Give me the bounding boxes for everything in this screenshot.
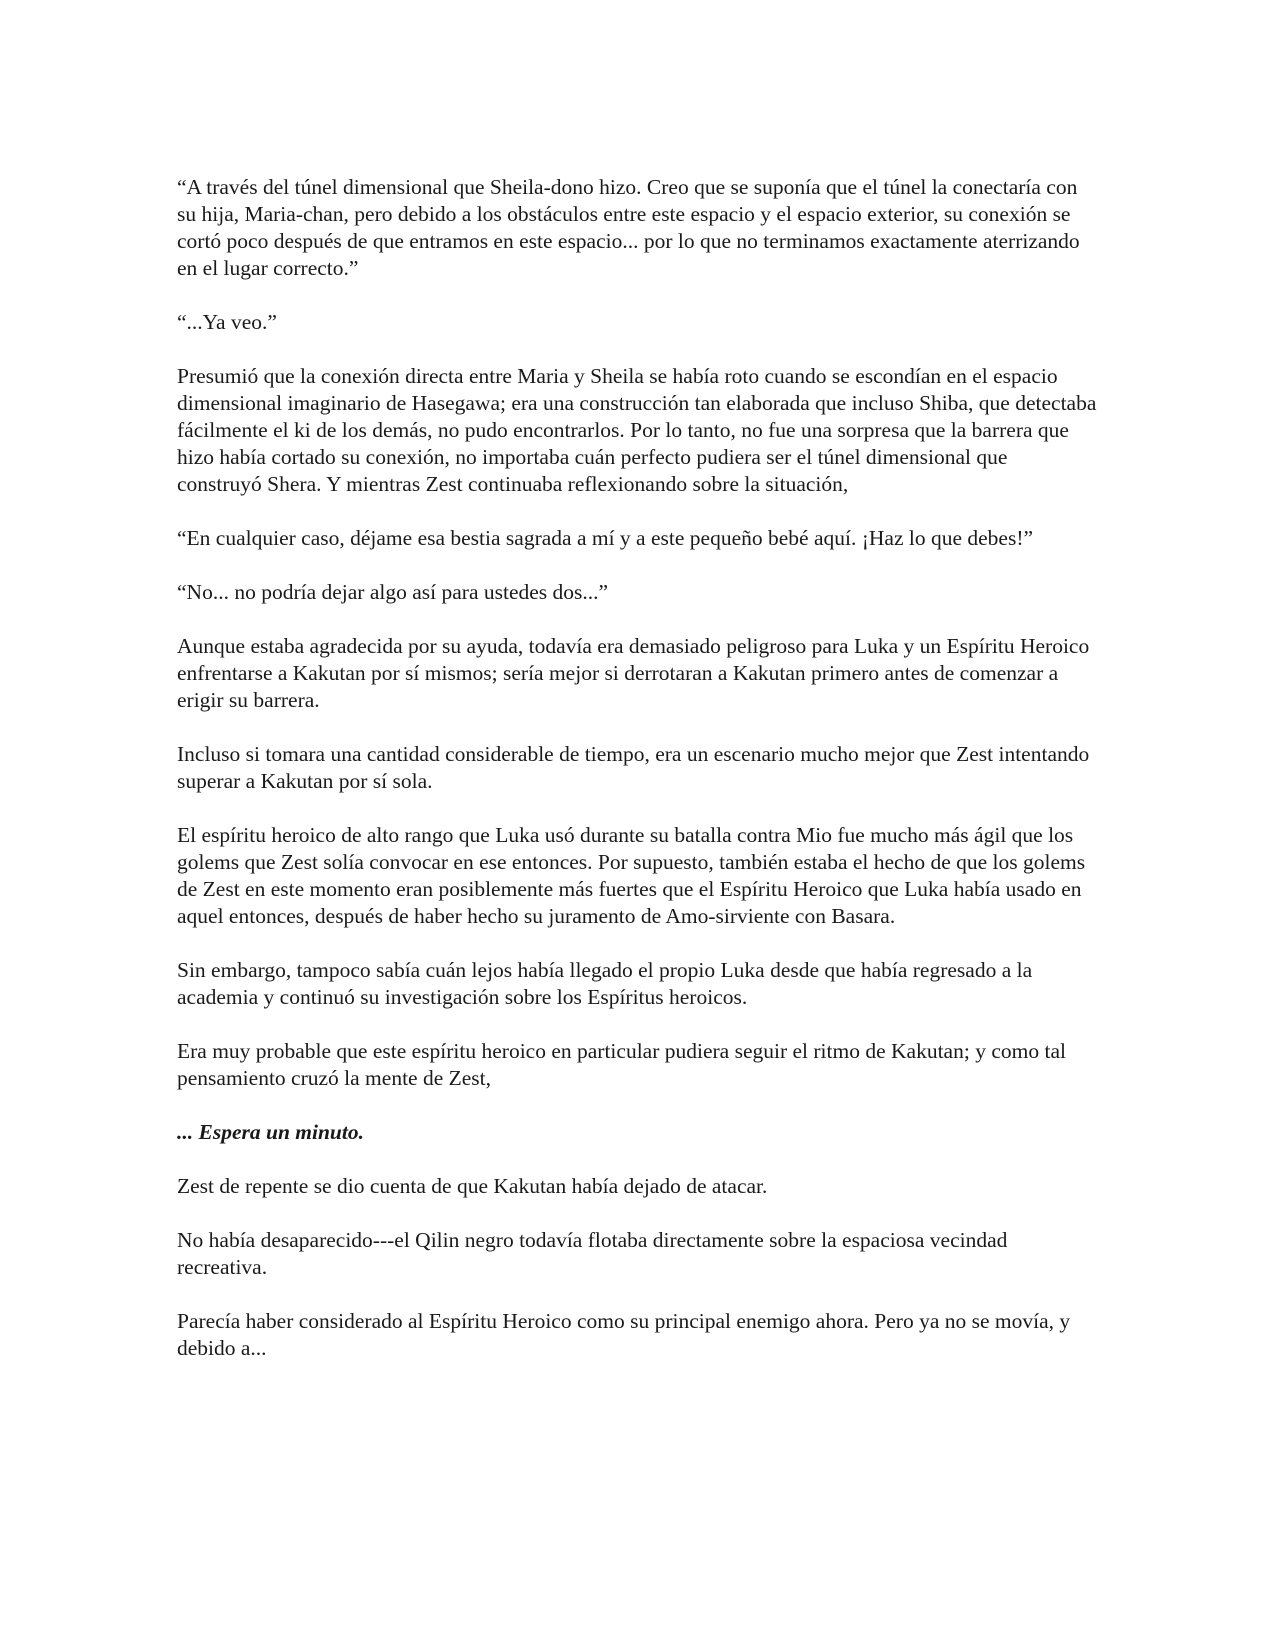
paragraph: “En cualquier caso, déjame esa bestia sagrada a mí y a este pequeño bebé aquí. ¡Haz lo que debes!” xyxy=(177,526,1034,550)
paragraph: “...Ya veo.” xyxy=(177,310,277,334)
paragraph: Presumió que la conexión directa entre Maria y Sheila se había roto cuando se escondían en el espacio dimensional imaginario de Hasegawa; era una construcción tan elaborada que incluso Shiba, que detectaba fácilmente el ki de los demás, no pudo encontrarlos. Por lo tanto, no fue una sorpresa que la barrera que hizo había cortado su conexión, no importaba cuán perfecto pudiera ser el túnel dimensional que construyó Shera. Y mientras Zest continuaba reflexionando sobre la situación, xyxy=(177,364,1097,496)
paragraph: Zest de repente se dio cuenta de que Kakutan había dejado de atacar. xyxy=(177,1174,768,1198)
paragraph: Aunque estaba agradecida por su ayuda, todavía era demasiado peligroso para Luka y un Espíritu Heroico enfrentarse a Kakutan por sí mismos; sería mejor si derrotaran a Kakutan primero antes de comenzar a erigir su barrera. xyxy=(177,634,1090,712)
emphasized-paragraph: ... Espera un minuto. xyxy=(177,1120,364,1144)
paragraph: El espíritu heroico de alto rango que Luka usó durante su batalla contra Mio fue mucho más ágil que los golems que Zest solía convocar en ese entonces. Por supuesto, también estaba el hecho de que los golems de Zest en este momento eran posiblemente más fuertes que el Espíritu Heroico que Luka había usado en aquel entonces, después de haber hecho su juramento de Amo-sirviente con Basara. xyxy=(177,823,1086,928)
paragraph: Era muy probable que este espíritu heroico en particular pudiera seguir el ritmo de Kakutan; y como tal pensamiento cruzó la mente de Zest, xyxy=(177,1039,1066,1090)
document-body xyxy=(177,174,1097,1389)
paragraph: “No... no podría dejar algo así para ustedes dos...” xyxy=(177,580,609,604)
paragraph: No había desaparecido---el Qilin negro todavía flotaba directamente sobre la espaciosa vecindad recreativa. xyxy=(177,1228,1008,1279)
paragraph: “A través del túnel dimensional que Sheila-dono hizo. Creo que se suponía que el túnel la conectaría con su hija, Maria-chan, pero debido a los obstáculos entre este espacio y el espacio exterior, su conexión se cortó poco después de que entramos en este espacio... por lo que no terminamos exactamente aterrizando en el lugar correcto.” xyxy=(177,175,1080,280)
paragraph: Incluso si tomara una cantidad considerable de tiempo, era un escenario mucho mejor que Zest intentando superar a Kakutan por sí sola. xyxy=(177,742,1090,793)
paragraph: Sin embargo, tampoco sabía cuán lejos había llegado el propio Luka desde que había regresado a la academia y continuó su investigación sobre los Espíritus heroicos. xyxy=(177,958,1033,1009)
paragraph: Parecía haber considerado al Espíritu Heroico como su principal enemigo ahora. Pero ya no se movía, y debido a... xyxy=(177,1309,1071,1360)
